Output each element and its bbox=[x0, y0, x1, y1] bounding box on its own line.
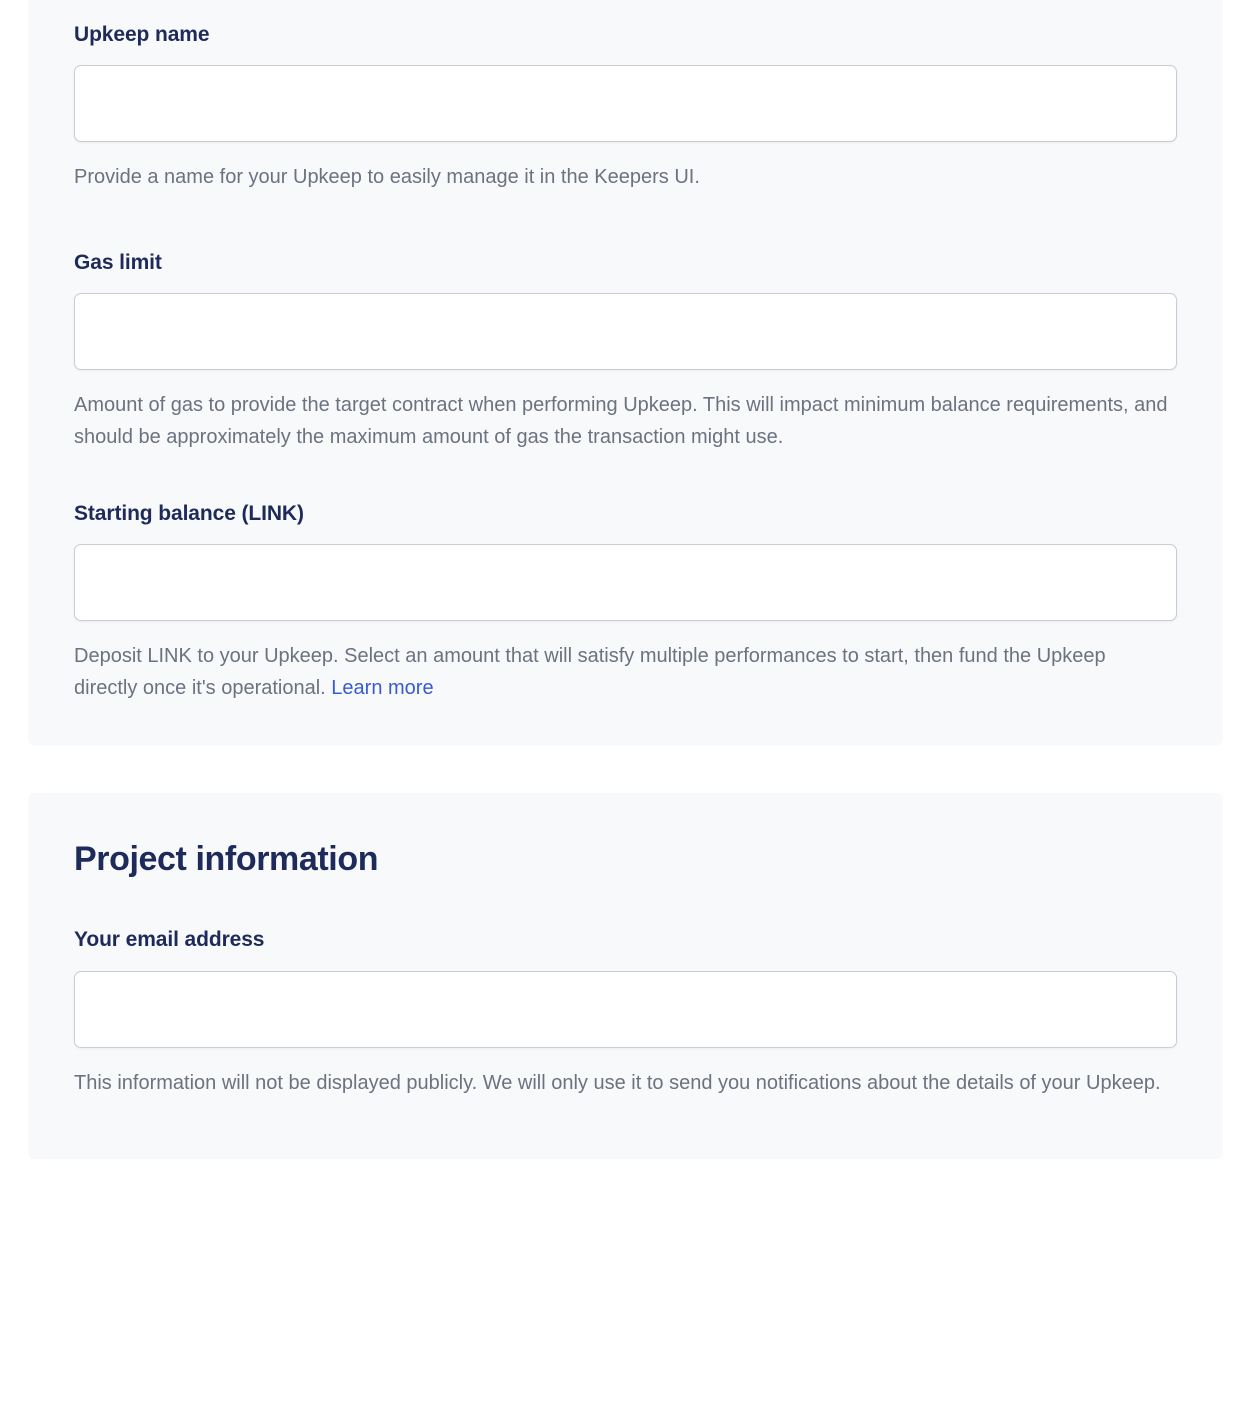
upkeep-name-help: Provide a name for your Upkeep to easily manage it in the Keepers UI. bbox=[74, 166, 700, 189]
gas-limit-input[interactable] bbox=[74, 293, 1177, 370]
upkeep-name-label: Upkeep name bbox=[74, 23, 210, 46]
email-field[interactable] bbox=[74, 971, 1177, 1048]
upkeep-name-input[interactable] bbox=[74, 65, 1177, 142]
field-upkeep-name bbox=[74, 0, 1177, 194]
field-starting-balance bbox=[74, 501, 1177, 704]
upkeep-details-card bbox=[28, 0, 1223, 745]
field-gas-limit bbox=[74, 250, 1177, 453]
learn-more-link[interactable]: Learn more bbox=[331, 676, 434, 699]
starting-balance-input[interactable] bbox=[74, 544, 1177, 621]
project-information-title: Project information bbox=[74, 839, 379, 878]
gas-limit-help: Amount of gas to provide the target contract when performing Upkeep. This will impact minimum balance requirements, and should be approximately the maximum amount of gas the transaction might use. bbox=[74, 393, 1168, 448]
starting-balance-help-text: Deposit LINK to your Upkeep. Select an amount that will satisfy multiple performances to start, then fund the Upkeep directly once it's operational. bbox=[74, 645, 1106, 699]
gas-limit-label: Gas limit bbox=[74, 250, 162, 274]
email-address-label: Your email address bbox=[74, 928, 265, 952]
email-address-help: This information will not be displayed publicly. We will only use it to send you notifications about the details of your Upkeep. bbox=[74, 1071, 1161, 1094]
project-information-card bbox=[28, 793, 1223, 1160]
starting-balance-help bbox=[74, 641, 1169, 704]
field-email-address bbox=[74, 927, 1177, 1099]
starting-balance-label: Starting balance (LINK) bbox=[74, 502, 304, 526]
